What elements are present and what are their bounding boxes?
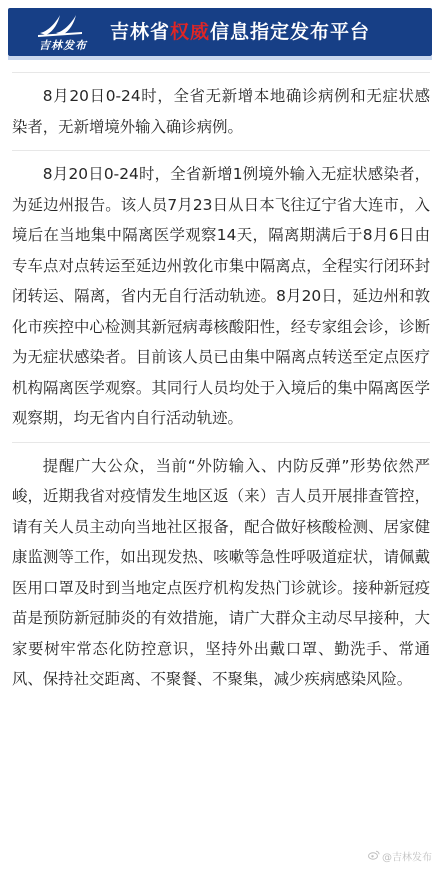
logo-text: 吉林发布 [39, 39, 87, 52]
paragraph-3: 提醒广大公众，当前“外防输入、内防反弹”形势依然严峻，近期我省对疫情发生地区返（来）吉人员开展排查管控，请有关人员主动向当地社区报备，配合做好核酸检测、居家健康监测等工作，如出现发热、咳嗽等急性呼吸道症状，请佩戴医用口罩及时到当地定点医疗机构发热门诊就诊。接种新冠疫苗是预防新冠肺炎的有效措施，请广大群众主动尽早接种，大家要树牢常态化防控意识，坚持外出戴口罩、勤洗手、常通风、保持社交距离、不聚餐、不聚集，减少疾病感染风险。 [12, 456, 430, 688]
watermark-text: @吉林发布 [382, 852, 432, 864]
paragraph-1: 8月20日0-24时，全省无新增本地确诊病例和无症状感染者，无新增境外输入确诊病例。 [12, 87, 430, 136]
title-prefix: 吉林省 [110, 21, 171, 43]
header-banner [8, 8, 432, 56]
logo-mark-icon [36, 13, 84, 37]
article-content [12, 64, 430, 695]
platform-title [110, 18, 370, 46]
paragraph-2: 8月20日0-24时，全省新增1例境外输入无症状感染者，为延边州报告。该人员7月23日从日本飞往辽宁省大连市，入境后在当地集中隔离医学观察14天，隔离期满后于8月6日由专车点对点转运至延边州敦化市集中隔离点，全程实行闭环封闭转运、隔离，省内无自行活动轨迹。8月20日，延边州和敦化市疾控中心检测其新冠病毒核酸阳性，经专家组会诊，诊断为无症状感染者。目前该人员已由集中隔离点转送至定点医疗机构隔离医学观察。其同行人员均处于入境后的集中隔离医学观察期，均无省内自行活动轨迹。 [12, 165, 430, 427]
logo [18, 13, 102, 51]
weibo-icon [368, 850, 380, 865]
divider [12, 442, 430, 443]
title-highlight: 权威 [170, 21, 211, 43]
divider [12, 150, 430, 151]
title-suffix: 信息指定发布平台 [210, 21, 371, 43]
divider [12, 72, 430, 73]
watermark [368, 850, 432, 864]
